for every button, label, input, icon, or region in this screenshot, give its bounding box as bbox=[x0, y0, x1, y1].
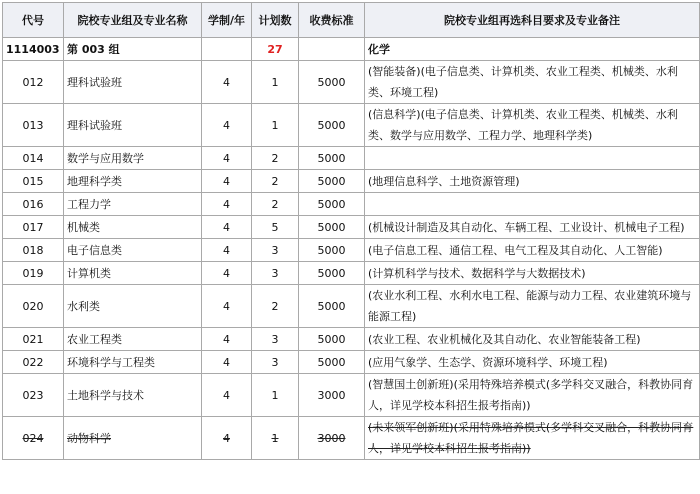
row-name: 动物科学 bbox=[64, 417, 202, 460]
header-plan: 计划数 bbox=[252, 3, 299, 38]
row-name: 土地科学与技术 bbox=[64, 374, 202, 417]
row-years: 4 bbox=[202, 328, 252, 351]
row-name: 计算机类 bbox=[64, 262, 202, 285]
row-fee: 5000 bbox=[299, 328, 365, 351]
header-fee: 收费标准 bbox=[299, 3, 365, 38]
group-plan: 27 bbox=[252, 38, 299, 61]
row-note: (智慧国土创新班)(采用特殊培养模式(多学科交叉融合，科教协同育人，详见学校本科招生报考指南)) bbox=[365, 374, 700, 417]
row-years: 4 bbox=[202, 170, 252, 193]
row-code: 013 bbox=[3, 104, 64, 147]
table-row bbox=[3, 262, 700, 285]
row-plan: 3 bbox=[252, 328, 299, 351]
row-years: 4 bbox=[202, 285, 252, 328]
row-years: 4 bbox=[202, 351, 252, 374]
admission-plan-table bbox=[2, 2, 700, 460]
row-note bbox=[365, 147, 700, 170]
row-name: 水利类 bbox=[64, 285, 202, 328]
row-plan: 2 bbox=[252, 285, 299, 328]
row-plan: 2 bbox=[252, 147, 299, 170]
row-code: 022 bbox=[3, 351, 64, 374]
table-row bbox=[3, 147, 700, 170]
row-note: (未来领军创新班)(采用特殊培养模式(多学科交叉融合，科教协同育人，详见学校本科招生报考指南)) bbox=[365, 417, 700, 460]
table-row bbox=[3, 328, 700, 351]
row-years: 4 bbox=[202, 61, 252, 104]
row-name: 机械类 bbox=[64, 216, 202, 239]
row-name: 数学与应用数学 bbox=[64, 147, 202, 170]
row-note: (应用气象学、生态学、资源环境科学、环境工程) bbox=[365, 351, 700, 374]
table-row bbox=[3, 285, 700, 328]
row-code: 014 bbox=[3, 147, 64, 170]
row-note bbox=[365, 193, 700, 216]
row-note: (电子信息工程、通信工程、电气工程及其自动化、人工智能) bbox=[365, 239, 700, 262]
row-fee: 5000 bbox=[299, 351, 365, 374]
table-row bbox=[3, 193, 700, 216]
row-fee: 5000 bbox=[299, 262, 365, 285]
row-years: 4 bbox=[202, 262, 252, 285]
row-note: (智能装备)(电子信息类、计算机类、农业工程类、机械类、水利类、环境工程) bbox=[365, 61, 700, 104]
row-plan: 3 bbox=[252, 351, 299, 374]
table-row bbox=[3, 61, 700, 104]
row-note: (信息科学)(电子信息类、计算机类、农业工程类、机械类、水利类、数学与应用数学、工程力学、地理科学类) bbox=[365, 104, 700, 147]
row-plan: 3 bbox=[252, 239, 299, 262]
row-code: 021 bbox=[3, 328, 64, 351]
row-code: 023 bbox=[3, 374, 64, 417]
group-years bbox=[202, 38, 252, 61]
row-note: (农业工程、农业机械化及其自动化、农业智能装备工程) bbox=[365, 328, 700, 351]
row-fee: 5000 bbox=[299, 193, 365, 216]
row-note: (地理信息科学、土地资源管理) bbox=[365, 170, 700, 193]
header-note: 院校专业组再选科目要求及专业备注 bbox=[365, 3, 700, 38]
row-note: (机械设计制造及其自动化、车辆工程、工业设计、机械电子工程) bbox=[365, 216, 700, 239]
header-years: 学制/年 bbox=[202, 3, 252, 38]
row-years: 4 bbox=[202, 216, 252, 239]
row-plan: 5 bbox=[252, 216, 299, 239]
group-name: 第 003 组 bbox=[64, 38, 202, 61]
table-row bbox=[3, 170, 700, 193]
row-name: 理科试验班 bbox=[64, 61, 202, 104]
row-plan: 1 bbox=[252, 374, 299, 417]
row-name: 电子信息类 bbox=[64, 239, 202, 262]
row-plan: 1 bbox=[252, 104, 299, 147]
row-years: 4 bbox=[202, 374, 252, 417]
table-row-struck bbox=[3, 417, 700, 460]
row-fee: 5000 bbox=[299, 104, 365, 147]
row-name: 环境科学与工程类 bbox=[64, 351, 202, 374]
row-fee: 5000 bbox=[299, 239, 365, 262]
row-years: 4 bbox=[202, 239, 252, 262]
row-name: 地理科学类 bbox=[64, 170, 202, 193]
group-fee bbox=[299, 38, 365, 61]
row-code: 015 bbox=[3, 170, 64, 193]
row-plan: 2 bbox=[252, 170, 299, 193]
row-fee: 5000 bbox=[299, 216, 365, 239]
header-row bbox=[3, 3, 700, 38]
row-code: 016 bbox=[3, 193, 64, 216]
row-code: 020 bbox=[3, 285, 64, 328]
header-name: 院校专业组及专业名称 bbox=[64, 3, 202, 38]
row-years: 4 bbox=[202, 417, 252, 460]
group-note: 化学 bbox=[365, 38, 700, 61]
row-name: 工程力学 bbox=[64, 193, 202, 216]
row-name: 农业工程类 bbox=[64, 328, 202, 351]
row-code: 012 bbox=[3, 61, 64, 104]
row-years: 4 bbox=[202, 104, 252, 147]
row-plan: 2 bbox=[252, 193, 299, 216]
row-years: 4 bbox=[202, 193, 252, 216]
row-fee: 3000 bbox=[299, 374, 365, 417]
group-code: 1114003 bbox=[3, 38, 64, 61]
table-row bbox=[3, 104, 700, 147]
group-row bbox=[3, 38, 700, 61]
row-fee: 5000 bbox=[299, 147, 365, 170]
table-row bbox=[3, 239, 700, 262]
table-row bbox=[3, 351, 700, 374]
row-plan: 1 bbox=[252, 417, 299, 460]
row-name: 理科试验班 bbox=[64, 104, 202, 147]
row-code: 024 bbox=[3, 417, 64, 460]
row-fee: 5000 bbox=[299, 170, 365, 193]
header-code: 代号 bbox=[3, 3, 64, 38]
table-row bbox=[3, 374, 700, 417]
row-plan: 3 bbox=[252, 262, 299, 285]
row-note: (计算机科学与技术、数据科学与大数据技术) bbox=[365, 262, 700, 285]
row-code: 018 bbox=[3, 239, 64, 262]
table-row bbox=[3, 216, 700, 239]
row-fee: 5000 bbox=[299, 285, 365, 328]
row-years: 4 bbox=[202, 147, 252, 170]
row-code: 017 bbox=[3, 216, 64, 239]
row-fee: 5000 bbox=[299, 61, 365, 104]
row-note: (农业水利工程、水利水电工程、能源与动力工程、农业建筑环境与能源工程) bbox=[365, 285, 700, 328]
row-code: 019 bbox=[3, 262, 64, 285]
row-fee: 3000 bbox=[299, 417, 365, 460]
row-plan: 1 bbox=[252, 61, 299, 104]
